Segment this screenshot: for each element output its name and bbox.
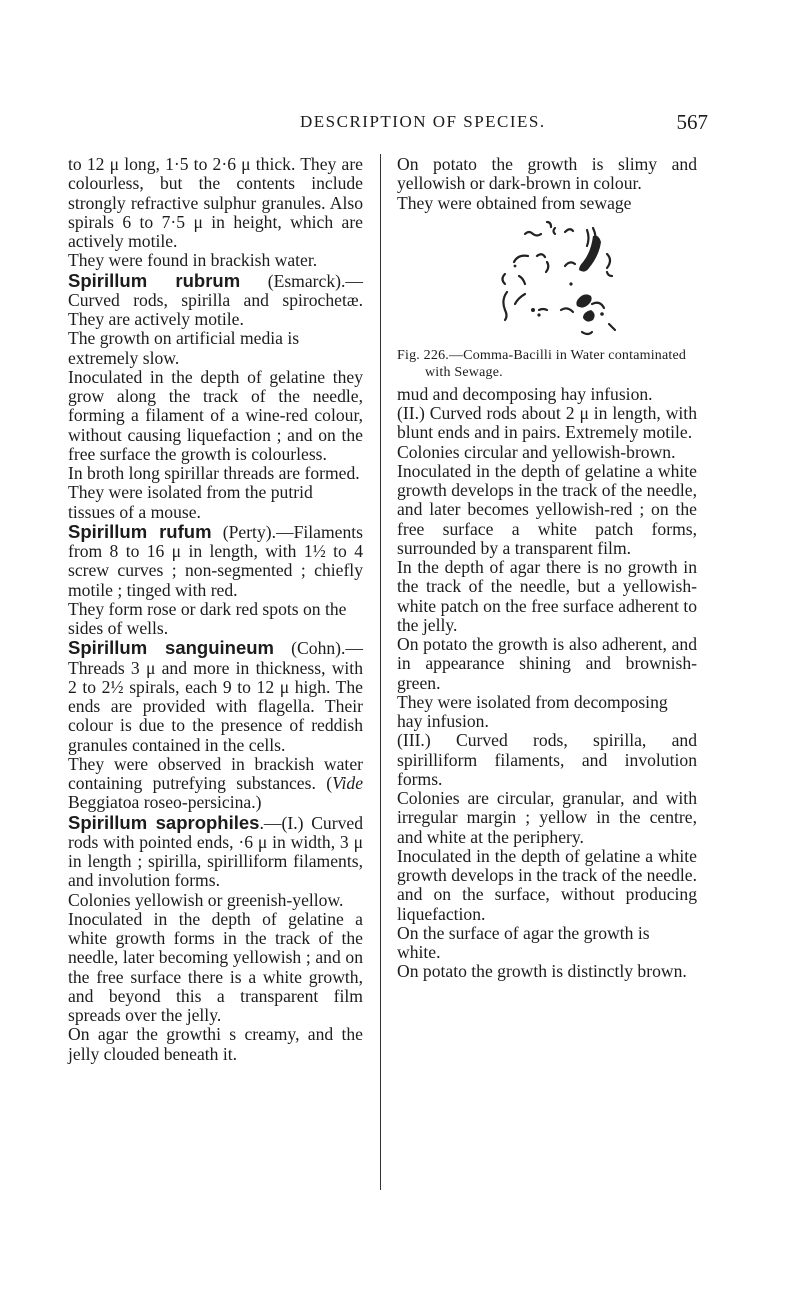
species-name: Spirillum rubrum: [68, 269, 241, 291]
paragraph: They were found in brackish water.: [68, 250, 318, 271]
page-number: 567: [676, 110, 708, 134]
species-entry-rubrum: [68, 271, 363, 330]
paragraph: (III.) Curved rods, spirilla, and spirilliform filaments, and involution forms.: [397, 730, 697, 789]
paragraph: mud and decomposing hay infusion.: [397, 383, 653, 404]
species-name: Spirillum sanguineum: [68, 637, 275, 659]
right-column: [397, 155, 697, 982]
figure-comma-bacilli: [397, 214, 697, 346]
paragraph: On potato the growth is distinctly brown.: [397, 961, 687, 982]
paragraph: On potato the growth is also adherent, and in appearance shining and brownish-green.: [397, 634, 697, 693]
comma-bacilli-illustration: [397, 214, 697, 346]
paragraph: On the surface of agar the growth is white.: [397, 922, 650, 962]
species-entry-rufum: [68, 522, 363, 600]
paragraph: The growth on artificial media is extremely slow.: [68, 328, 300, 368]
italic-vide: Vide: [332, 773, 363, 793]
running-title: DESCRIPTION OF SPECIES.: [300, 112, 546, 131]
species-name: Spirillum rufum: [68, 520, 212, 542]
paragraph: Colonies yellowish or greenish-yellow.: [68, 889, 344, 910]
paragraph: Inoculated in the depth of gelatine a white growth develops in the track of the needle. and on the surface, without producing liquefaction.: [397, 845, 697, 924]
species-description: .—(I.) Curved rods with pointed ends, ·6 μ in width, 3 μ in length ; spirilla, spirilliform filaments, and involution forms.: [68, 812, 363, 891]
species-description: (Cohn).—Threads 3 μ and more in thickness, with 2 to 2½ spirals, each 9 to 12 μ high. The ends are provided with flagella. Their colour is due to the presence of reddish granules contained in the cells.: [68, 638, 364, 755]
paragraph: to 12 μ long, 1·5 to 2·6 μ thick. They are colourless, but the contents include strongly refractive sulphur granules. Also spirals 6 to 7·5 μ in height, which are actively motile.: [68, 154, 363, 251]
paragraph: In broth long spirillar threads are formed.: [68, 463, 360, 483]
paragraph: [68, 755, 363, 813]
paragraph: They form rose or dark red spots on the sides of wells.: [68, 598, 347, 638]
paragraph: On potato the growth is slimy and yellowish or dark-brown in colour.: [397, 154, 697, 194]
text-run: Beggiatoa roseo-persicina.): [68, 792, 262, 813]
paragraph: Inoculated in the depth of gelatine a white growth develops in the track of the needle, and later becomes yellowish-red ; on the free surface a white patch forms, surrounded by a transparent film.: [397, 460, 697, 558]
text-run: They were observed in brackish water containing putrefying substances. (: [68, 753, 363, 793]
left-column: [68, 155, 363, 1064]
paragraph: They were obtained from sewage: [397, 192, 632, 213]
running-head: [0, 112, 800, 138]
species-name: Spirillum saprophiles: [68, 811, 260, 833]
paragraph: Colonies circular and yellowish-brown.: [397, 441, 676, 462]
figure-caption: Fig. 226.—Comma-Bacilli in Water contaminated with Sewage.: [397, 347, 687, 380]
paragraph: (II.) Curved rods about 2 μ in length, with blunt ends and in pairs. Extremely motile.: [397, 403, 697, 443]
paragraph: They were isolated from decomposing hay infusion.: [397, 691, 668, 731]
paragraph: They were isolated from the putrid tissues of a mouse.: [68, 482, 313, 522]
species-entry-sanguineum: [68, 638, 363, 755]
paragraph: On agar the growthi s creamy, and the jelly clouded beneath it.: [68, 1024, 363, 1064]
species-entry-saprophiles: [68, 813, 363, 891]
column-divider: [380, 154, 381, 1190]
paragraph: Inoculated in the depth of gelatine they grow along the track of the needle, forming a filament of a wine-red colour, without causing liquefaction ; and on the free surface the growth is colourless.: [68, 366, 363, 464]
paragraph: Inoculated in the depth of gelatine a white growth forms in the track of the needle, later becoming yellowish ; and on the free surface there is a white growth, and beyond this a transparent film spreads over the jelly.: [68, 908, 363, 1025]
species-description: (Perty).—Filaments from 8 to 16 μ in length, with 1½ to 4 screw curves ; non-segmented ; chiefly motile ; tinged with red.: [68, 521, 363, 600]
paragraph: Colonies are circular, granular, and with irregular margin ; yellow in the centre, and white at the periphery.: [397, 788, 697, 847]
paragraph: In the depth of agar there is no growth in the track of the needle, but a yellowish-white patch on the free surface adherent to the jelly.: [397, 557, 697, 635]
species-description: (Esmarck).—Curved rods, spirilla and spirochetæ. They are actively motile.: [68, 270, 363, 329]
